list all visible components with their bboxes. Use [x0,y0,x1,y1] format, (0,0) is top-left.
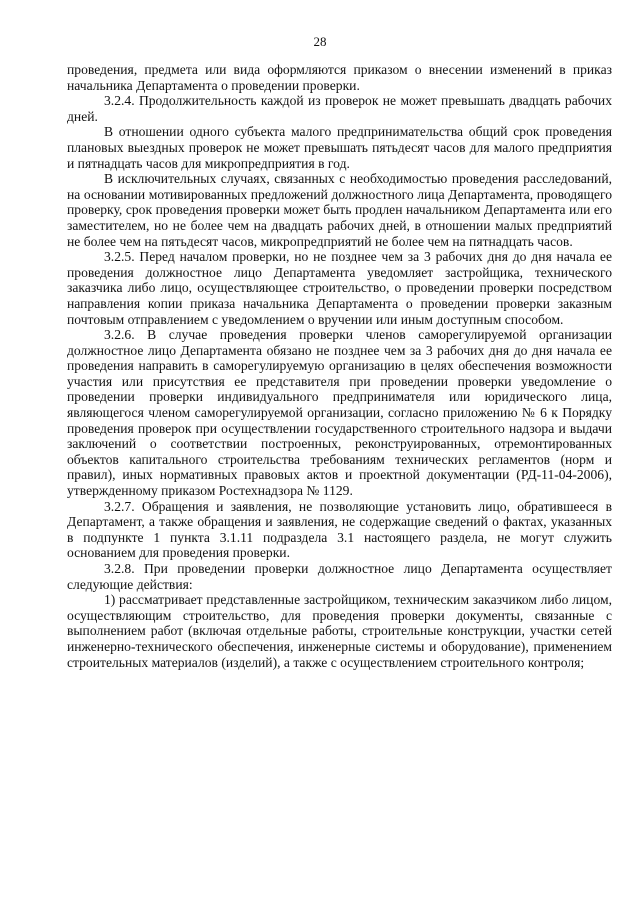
paragraph-3-2-6: 3.2.6. В случае проведения проверки членов саморегулируемой организации должностное лицо Департамента обязано не позднее чем за 3 рабочих дня до дня начала ее проведения направить в саморегулируемую организацию в целях обеспечения возможности участия или присутствия ее представителя при проведении проверки уведомление о проведении проверки индивидуального предпринимателя или юридического лица, являющегося членом саморегулируемой организации, согласно приложению № 6 к Порядку проведения проверок при осуществлении государственного строительного надзора и выдачи заключений о соответствии построенных, реконструированных, отремонтированных объектов капитального строительства требованиям технических регламентов (норм и правил), иных нормативных правовых актов и проектной документации (РД-11-04-2006), утвержденному приказом Ростехнадзора № 1129. [67,327,612,499]
paragraph-3-2-5: 3.2.5. Перед началом проверки, но не позднее чем за 3 рабочих дня до дня начала ее проведения должностное лицо Департамента уведомляет застройщика, технического заказчика либо лицо, осуществляющее строительство, о проведении проверки посредством направления копии приказа начальника Департамента о проведении проверки заказным почтовым отправлением с уведомлением о вручении или иным доступным способом. [67,249,612,327]
paragraph-continuation: проведения, предмета или вида оформляются приказом о внесении изменений в приказ начальника Департамента о проведении проверки. [67,62,612,93]
paragraph-3-2-8: 3.2.8. При проведении проверки должностное лицо Департамента осуществляет следующие действия: [67,561,612,592]
paragraph-action-1: 1) рассматривает представленные застройщиком, техническим заказчиком либо лицом, осуществляющим строительство, для проведения проверки документы, связанные с выполнением работ (включая отдельные работы, строительные конструкции, участки сетей инженерно-технического обеспечения, инженерные системы и оборудование), применением строительных материалов (изделий), а также с осуществлением строительного контроля; [67,592,612,670]
paragraph-exceptional-cases: В исключительных случаях, связанных с необходимостью проведения расследований, на основании мотивированных предложений должностного лица Департамента, проводящего проверку, срок проведения проверки может быть продлен начальником Департамента или его заместителем, но не более чем на двадцать рабочих дней, в отношении малых предприятий не более чем на пятьдесят часов, микропредприятий не более чем на пятнадцать часов. [67,171,612,249]
paragraph-3-2-7: 3.2.7. Обращения и заявления, не позволяющие установить лицо, обратившееся в Департамент, а также обращения и заявления, не содержащие сведений о фактах, указанных в подпункте 1 пункта 3.1.11 подраздела 3.1 настоящего раздела, не могут служить основанием для проведения проверки. [67,498,612,561]
paragraph-3-2-4: 3.2.4. Продолжительность каждой из проверок не может превышать двадцать рабочих дней. [67,93,612,124]
page-number: 28 [313,34,327,49]
document-body [67,62,612,670]
paragraph-small-business-limit: В отношении одного субъекта малого предпринимательства общий срок проведения плановых выездных проверок не может превышать пятьдесят часов для малого предприятия и пятнадцать часов для микропредприятия в год. [67,124,612,171]
